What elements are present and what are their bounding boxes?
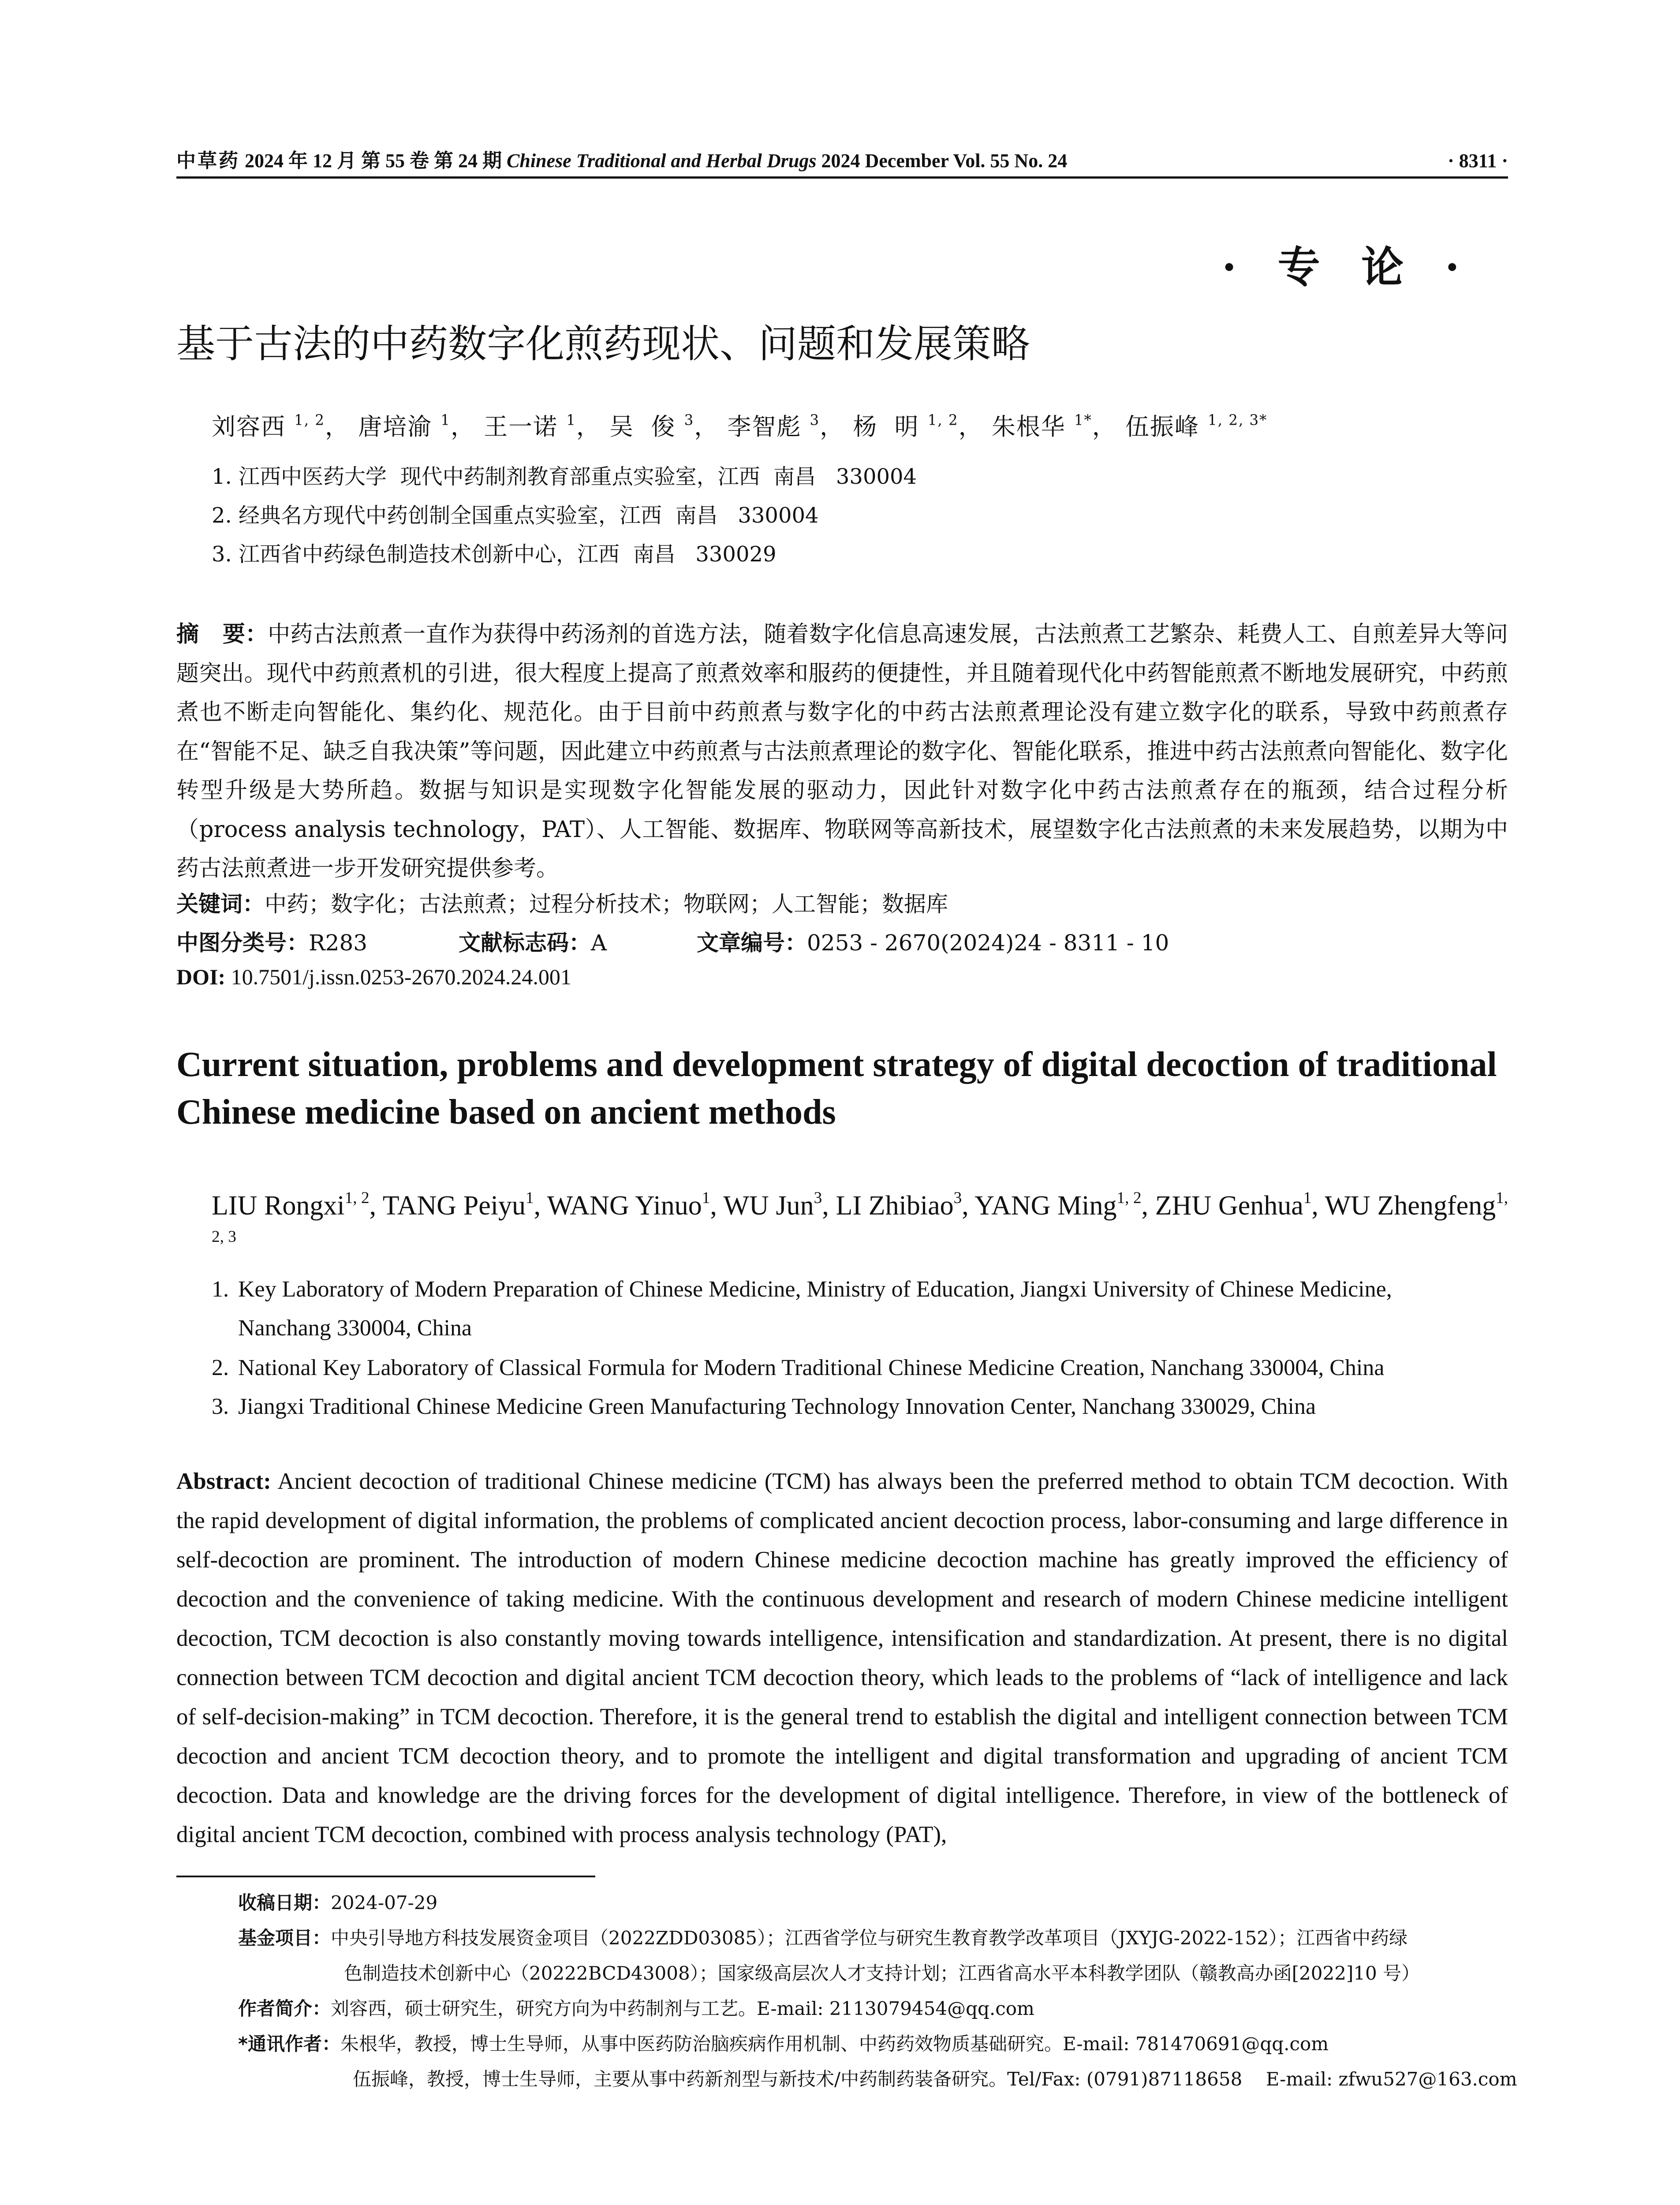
doc-code-value: A — [591, 930, 607, 956]
affiliation-cn-2: 2. 经典名方现代中药创制全国重点实验室，江西 南昌 330004 — [212, 503, 819, 528]
author-en: WU Jun$^3$ — [723, 1188, 822, 1221]
author-cn: 唐培渝 $^1$ — [358, 411, 451, 441]
abstract-cn-text: 中药古法煎煮一直作为获得中药汤剂的首选方法，随着数字化信息高速发展，古法煎煮工艺繁杂、耗费人工、自煎差异大等问题突出。现代中药煎煮机的引进，很大程度上提高了煎煮效率和服药的便捷性，并且随着现代化中药智能煎煮不断地发展研究，中药煎煮也不断走向智能化、集约化、规范化。由于目前中药煎煮与数字化的中药古法煎煮理论没有建立数字化的联系，导致中药煎煮存在“智能不足、缺乏自我决策”等问题，因此建立中药煎煮与古法煎煮理论的数字化、智能化联系，推进中药古法煎煮向智能化、数字化转型升级是大势所趋。数据与知识是实现数字化智能发展的驱动力，因此针对数字化中药古法煎煮存在的瓶颈，结合过程分析（process analysis technology，PAT）、人工智能、数据库、物联网等高新技术，展望数字化古法煎煮的未来发展趋势，以期为中药古法煎煮进一步开发研究提供参考。 — [176, 621, 1508, 882]
doi-label: DOI: — [176, 964, 226, 989]
footnote-funding: 基金项目：中央引导地方科技发展资金项目（2022ZDD03085）；江西省学位与研究生教育教学改革项目（JXYJG-2022-152）；江西省中药绿 色制造技术创新中心（20222BCD43008）；国家级高层次人才支持计划；江西省高水平本科教学团队（赣教高办函[2022]10 号） — [238, 1927, 1420, 1984]
keywords-label: 关键词： — [176, 891, 265, 917]
author-en: YANG Ming$^{1, 2}$ — [974, 1188, 1142, 1221]
clc-label: 中图分类号： — [176, 930, 309, 956]
article-no-label: 文章编号： — [697, 930, 807, 956]
issue-info-en: 2024 December Vol. 55 No. 24 — [821, 150, 1068, 172]
author-en: TANG Peiyu$^1$ — [382, 1188, 534, 1221]
keywords-text: 中药；数字化；古法煎煮；过程分析技术；物联网；人工智能；数据库 — [265, 891, 948, 917]
journal-name-cn: 中草药 — [176, 150, 240, 172]
author-cn: 李智彪 $^3$ — [727, 411, 820, 441]
classification-line — [176, 925, 1169, 957]
author-list-cn: 刘容西 $^{1, 2}$， 唐培渝 $^1$， 王一诺 $^1$， 吴 俊 $^3$， 李智彪 $^3$， 杨 明 $^{1, 2}$， 朱根华 $^{1*}$， 伍振峰 $^{1, 2, 3*}$ — [212, 411, 1268, 441]
affiliation-cn-1: 1. 江西中医药大学 现代中药制剂教育部重点实验室，江西 南昌 330004 — [212, 464, 917, 489]
title-cn: 基于古法的中药数字化煎药现状、问题和发展策略 — [176, 321, 1030, 366]
header-rule — [176, 176, 1508, 179]
footnote-rule — [176, 1876, 595, 1877]
issue-info-cn: 2024 年 12 月 第 55 卷 第 24 期 — [245, 150, 502, 172]
author-cn: 杨 明 $^{1, 2}$ — [853, 411, 959, 441]
author-cn: 朱根华 $^{1*}$ — [991, 411, 1092, 441]
journal-name-en: Chinese Traditional and Herbal Drugs — [507, 150, 817, 172]
column-tag: · 专 论 · — [1221, 242, 1473, 292]
title-en: Current situation, problems and development strategy of digital decoction of traditional Chinese medicine based on ancient methods — [176, 1045, 1497, 1132]
clc-value: R283 — [309, 930, 368, 956]
doi-line — [176, 964, 571, 990]
doi-link[interactable]: 10.7501/j.issn.0253-2670.2024.24.001 — [231, 964, 571, 989]
affiliation-en-3: 3. Jiangxi Traditional Chinese Medicine Green Manufacturing Technology Innovation Center, Nanchang 330029, China — [212, 1394, 1316, 1419]
keywords-cn — [176, 886, 948, 918]
abstract-en-text: Ancient decoction of traditional Chinese medicine (TCM) has always been the preferred method to obtain TCM decoction. With the rapid development of digital information, the problems of complicated ancient decoction process, labor-consuming and large difference in self-decoction are prominent. The introduction of modern Chinese medicine decoction machine has greatly improved the efficiency of decoction and the convenience of taking medicine. With the continuous development and research of modern Chinese medicine intelligent decoction, TCM decoction is also constantly moving towards intelligence, intensification and standardization. At present, there is no digital connection between TCM decoction and digital ancient TCM decoction theory, which leads to the problems of “lack of intelligence and lack of self-decision-making” in TCM decoction. Therefore, it is the general trend to establish the digital and intelligent connection between TCM decoction and ancient TCM decoction theory, and to promote the intelligent and digital transformation and upgrading of ancient TCM decoction. Data and knowledge are the driving forces for the development of digital intelligence. Therefore, in view of the bottleneck of digital ancient TCM decoction, combined with process analysis technology (PAT), — [176, 1469, 1508, 1847]
author-en: LIU Rongxi$^{1, 2}$ — [212, 1188, 370, 1221]
author-en: WU Zhengfeng$^{1, 2, 3}$ — [212, 1188, 1508, 1246]
running-header — [176, 143, 1508, 179]
footnote-corresponding-2: 伍振峰，教授，博士生导师，主要从事中药新剂型与新技术/中药制药装备研究。Tel/Fax: (0791)87118658 E-mail: zfwu527@163.com — [353, 2068, 1517, 2090]
author-en: ZHU Genhua$^1$ — [1155, 1188, 1312, 1221]
author-cn: 刘容西 $^{1, 2}$ — [212, 411, 325, 441]
doc-code-label: 文献标志码： — [459, 930, 591, 956]
page-number: · 8311 · — [1448, 150, 1508, 172]
affiliation-en-1: 1. Key Laboratory of Modern Preparation of Chinese Medicine, Ministry of Education, Jiangxi University of Chinese Medicine, Nanchang 330004, China — [212, 1277, 1392, 1341]
footnote-author-bio: 作者简介：刘容西，硕士研究生，研究方向为中药制剂与工艺。E-mail: 2113079454@qq.com — [238, 1998, 1034, 2019]
affiliation-cn-3: 3. 江西省中药绿色制造技术创新中心，江西 南昌 330029 — [212, 542, 777, 567]
affiliation-en-2: 2. National Key Laboratory of Classical Formula for Modern Traditional Chinese Medicine Creation, Nanchang 330004, China — [212, 1355, 1385, 1380]
author-cn: 王一诺 $^1$ — [484, 411, 576, 441]
abstract-en — [176, 1462, 1508, 1854]
author-cn: 吴 俊 $^3$ — [609, 411, 694, 441]
author-cn: 伍振峰 $^{1, 2, 3*}$ — [1125, 411, 1268, 441]
abstract-en-label: Abstract: — [176, 1469, 271, 1494]
footnote-received: 收稿日期：2024-07-29 — [238, 1892, 438, 1913]
author-en: LI Zhibiao$^3$ — [836, 1188, 962, 1221]
abstract-cn — [176, 615, 1508, 889]
author-en: WANG Yinuo$^1$ — [547, 1188, 710, 1221]
abstract-cn-label: 摘 要： — [176, 621, 268, 647]
article-no-value: 0253 - 2670(2024)24 - 8311 - 10 — [807, 930, 1169, 956]
footnote-corresponding-1: *通讯作者：朱根华，教授，博士生导师，从事中医药防治脑疾病作用机制、中药药效物质基础研究。E-mail: 781470691@qq.com — [238, 2033, 1329, 2055]
author-list-en: LIU Rongxi$^{1, 2}$, TANG Peiyu$^1$, WANG Yinuo$^1$, WU Jun$^3$, LI Zhibiao$^3$, YANG Ming$^{1, 2}$, ZHU Genhua$^1$, WU Zhengfeng$^{1, 2, 3}$ — [212, 1186, 1508, 1264]
